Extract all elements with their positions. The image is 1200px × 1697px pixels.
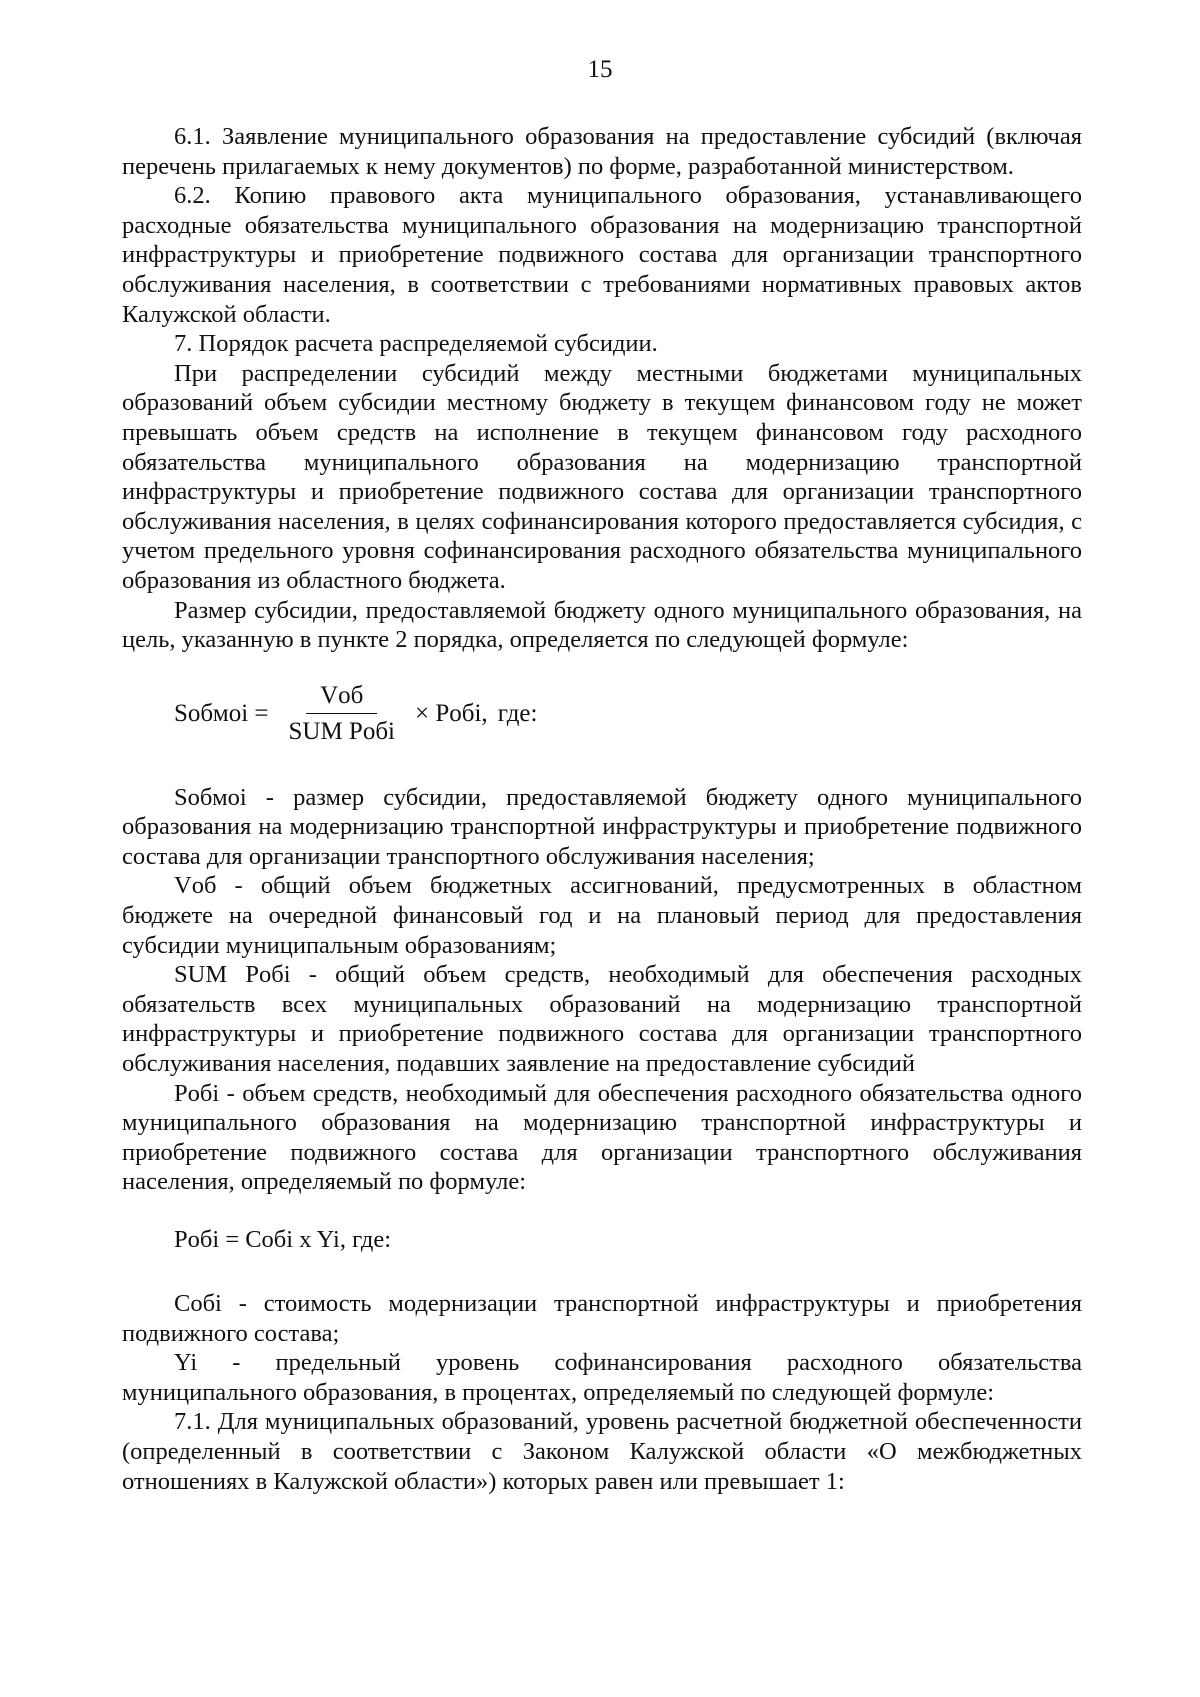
definition-sum-pobi: SUM Pобi - общий объем средств, необходимый для обеспечения расходных обязательств всех муниципальных образований на модернизацию транспортной инфраструктуры и приобретение подвижного состава для организации транспортного обслуживания населения, подавших заявление на предоставление субсидий — [122, 961, 1082, 1078]
formula-pobi — [122, 1197, 1082, 1289]
paragraph-6-1: 6.1. Заявление муниципального образования на предоставление субсидий (включая перечень прилагаемых к нему документов) по форме, разработанной министерством. — [122, 123, 1082, 180]
definition-vob: Vоб - общий объем бюджетных ассигнований, предусмотренных в областном бюджете на очередной финансовый год и на плановый период для предоставления субсидии муниципальным образованиям; — [122, 872, 1082, 959]
paragraph-6-2: 6.2. Копию правового акта муниципального образования, устанавливающего расходные обязательства муниципального образования на модернизацию транспортной инфраструктуры и приобретение подвижного состава для организации транспортного обслуживания населения, в соответствии с требованиями нормативных правовых актов Калужской области. — [122, 182, 1082, 328]
section-7-heading: 7. Порядок расчета распределяемой субсидии. — [174, 330, 658, 358]
paragraph-subsidy-size: Размер субсидии, предоставляемой бюджету одного муниципального образования, на цель, указанную в пункте 2 порядка, определяется по следующей формуле: — [122, 596, 1082, 654]
formula-subsidy — [122, 655, 1082, 783]
definition-yi: Yi - предельный уровень софинансирования расходного обязательства муниципального образования, в процентах, определяемый по следующей формуле: — [122, 1349, 1082, 1406]
definition-sobmoi: Sобмоi - размер субсидии, предоставляемой бюджету одного муниципального образования на модернизацию транспортной инфраструктуры и приобретение подвижного состава для организации транспортного обслуживания населения; — [122, 783, 1082, 870]
formula-lhs: Sобмоi = — [174, 699, 269, 727]
formula-numerator: Vоб — [306, 681, 377, 715]
formula-denominator: SUM Pобi — [288, 718, 396, 746]
paragraph-distribution: При распределении субсидий между местными бюджетами муниципальных образований объем субсидии местному бюджету в текущем финансовом году не может превышать объем средств на исполнение в текущем финансовом году расходного обязательства муниципального образования на модернизацию транспортной инфраструктуры и приобретение подвижного состава для организации транспортного обслуживания населения, в целях софинансирования которого предоставляется субсидия, с учетом предельного уровня софинансирования расходного обязательства муниципального образования из областного бюджета. — [122, 359, 1082, 594]
formula-multiplier: × Pобi, — [415, 699, 488, 727]
formula-fraction — [275, 681, 410, 747]
definition-pobi: Pобi - объем средств, необходимый для обеспечения расходного обязательства одного муниципального образования на модернизацию транспортной инфраструктуры и приобретение подвижного состава для организации транспортного обслуживания населения, определяемый по формуле: — [122, 1079, 1082, 1196]
formula-where: где: — [497, 699, 538, 727]
page-number: 15 — [587, 56, 613, 83]
formula-pobi-text: Pобi = Cобi x Yi, где: — [174, 1226, 392, 1253]
definition-cobi: Cобi - стоимость модернизации транспортной инфраструктуры и приобретения подвижного состава; — [122, 1290, 1082, 1347]
paragraph-7-1: 7.1. Для муниципальных образований, уровень расчетной бюджетной обеспеченности (определенный в соответствии с Законом Калужской области «О межбюджетных отношениях в Калужской области») которых равен или превышает 1: — [122, 1408, 1082, 1495]
document-body — [122, 122, 1082, 1496]
